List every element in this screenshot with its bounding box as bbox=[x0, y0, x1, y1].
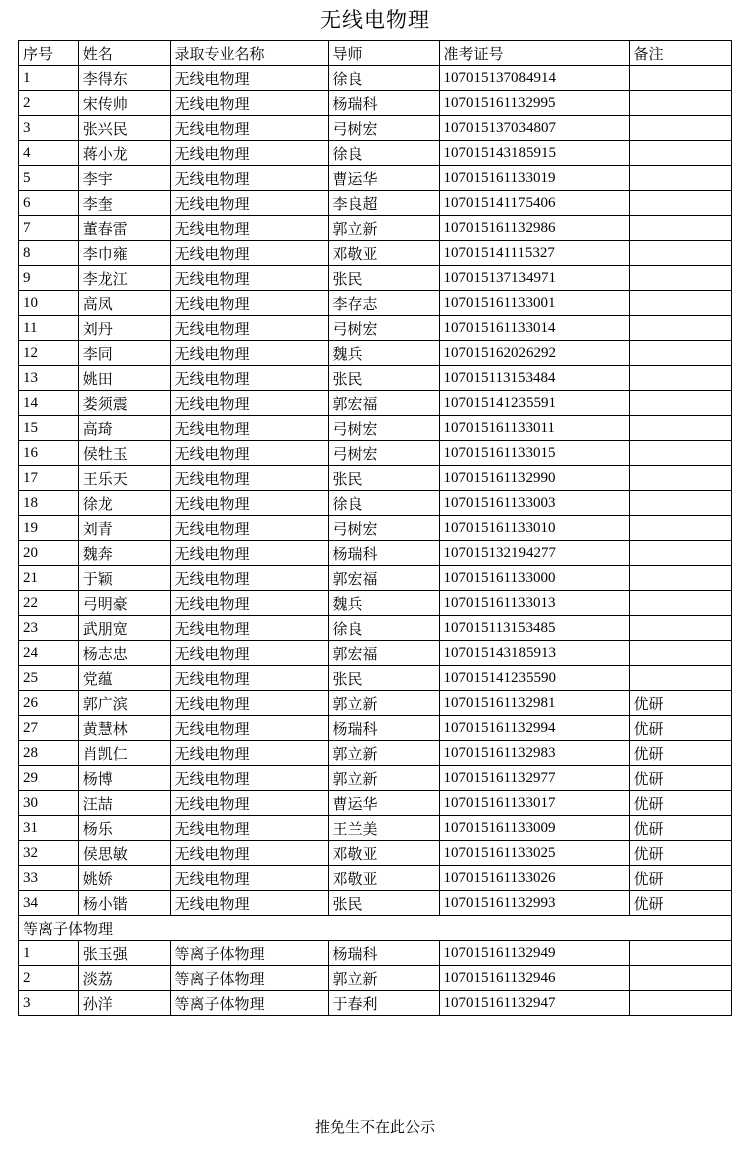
table-row bbox=[19, 466, 732, 491]
section-header-row bbox=[19, 916, 732, 941]
cell-advisor: 郭立新 bbox=[328, 216, 439, 241]
admission-table-container bbox=[0, 40, 750, 1016]
cell-ticket: 107015161132993 bbox=[439, 891, 629, 916]
cell-note bbox=[629, 391, 732, 416]
cell-no: 17 bbox=[19, 466, 79, 491]
table-row bbox=[19, 341, 732, 366]
cell-ticket: 107015161133019 bbox=[439, 166, 629, 191]
cell-ticket: 107015143185915 bbox=[439, 141, 629, 166]
cell-name: 侯牡玉 bbox=[78, 441, 170, 466]
cell-advisor: 邓敬亚 bbox=[328, 866, 439, 891]
cell-name: 党蕴 bbox=[78, 666, 170, 691]
cell-ticket: 107015161132946 bbox=[439, 966, 629, 991]
cell-name: 姚娇 bbox=[78, 866, 170, 891]
cell-name: 黄慧林 bbox=[78, 716, 170, 741]
table-row bbox=[19, 716, 732, 741]
cell-note bbox=[629, 441, 732, 466]
cell-ticket: 107015162026292 bbox=[439, 341, 629, 366]
cell-name: 肖凯仁 bbox=[78, 741, 170, 766]
cell-advisor: 李良超 bbox=[328, 191, 439, 216]
cell-no: 28 bbox=[19, 741, 79, 766]
cell-major: 无线电物理 bbox=[170, 591, 328, 616]
cell-ticket: 107015141175406 bbox=[439, 191, 629, 216]
cell-advisor: 杨瑞科 bbox=[328, 541, 439, 566]
cell-ticket: 107015161132949 bbox=[439, 941, 629, 966]
cell-note bbox=[629, 466, 732, 491]
cell-ticket: 107015113153485 bbox=[439, 616, 629, 641]
cell-major: 无线电物理 bbox=[170, 441, 328, 466]
cell-no: 33 bbox=[19, 866, 79, 891]
cell-advisor: 于春利 bbox=[328, 991, 439, 1016]
cell-note bbox=[629, 616, 732, 641]
cell-note bbox=[629, 291, 732, 316]
cell-advisor: 王兰美 bbox=[328, 816, 439, 841]
table-row bbox=[19, 416, 732, 441]
cell-name: 李宇 bbox=[78, 166, 170, 191]
cell-major: 无线电物理 bbox=[170, 866, 328, 891]
cell-advisor: 杨瑞科 bbox=[328, 941, 439, 966]
admission-table bbox=[18, 40, 732, 1016]
cell-name: 高琦 bbox=[78, 416, 170, 441]
cell-no: 22 bbox=[19, 591, 79, 616]
cell-advisor: 曹运华 bbox=[328, 166, 439, 191]
cell-ticket: 107015132194277 bbox=[439, 541, 629, 566]
cell-note bbox=[629, 416, 732, 441]
cell-ticket: 107015161133010 bbox=[439, 516, 629, 541]
cell-no: 30 bbox=[19, 791, 79, 816]
cell-no: 32 bbox=[19, 841, 79, 866]
cell-name: 娄须震 bbox=[78, 391, 170, 416]
cell-ticket: 107015161133015 bbox=[439, 441, 629, 466]
cell-advisor: 弓树宏 bbox=[328, 441, 439, 466]
column-header-advisor: 导师 bbox=[328, 41, 439, 66]
cell-major: 无线电物理 bbox=[170, 766, 328, 791]
cell-note bbox=[629, 66, 732, 91]
table-row bbox=[19, 166, 732, 191]
table-row bbox=[19, 841, 732, 866]
cell-ticket: 107015161133014 bbox=[439, 316, 629, 341]
cell-name: 刘丹 bbox=[78, 316, 170, 341]
cell-note bbox=[629, 141, 732, 166]
cell-no: 18 bbox=[19, 491, 79, 516]
cell-advisor: 杨瑞科 bbox=[328, 716, 439, 741]
table-row bbox=[19, 966, 732, 991]
cell-ticket: 107015137034807 bbox=[439, 116, 629, 141]
table-row bbox=[19, 766, 732, 791]
table-row bbox=[19, 566, 732, 591]
cell-major: 无线电物理 bbox=[170, 141, 328, 166]
cell-note bbox=[629, 666, 732, 691]
cell-ticket: 107015161132981 bbox=[439, 691, 629, 716]
cell-name: 姚田 bbox=[78, 366, 170, 391]
cell-note bbox=[629, 991, 732, 1016]
cell-ticket: 107015141235591 bbox=[439, 391, 629, 416]
table-row bbox=[19, 516, 732, 541]
cell-advisor: 郭立新 bbox=[328, 766, 439, 791]
cell-note bbox=[629, 516, 732, 541]
cell-note: 优研 bbox=[629, 741, 732, 766]
cell-note: 优研 bbox=[629, 816, 732, 841]
column-header-name: 姓名 bbox=[78, 41, 170, 66]
cell-name: 汪喆 bbox=[78, 791, 170, 816]
table-row bbox=[19, 291, 732, 316]
cell-advisor: 郭宏福 bbox=[328, 566, 439, 591]
cell-note: 优研 bbox=[629, 891, 732, 916]
cell-major: 无线电物理 bbox=[170, 366, 328, 391]
table-row bbox=[19, 91, 732, 116]
table-row bbox=[19, 391, 732, 416]
cell-note bbox=[629, 641, 732, 666]
cell-ticket: 107015161133011 bbox=[439, 416, 629, 441]
cell-major: 无线电物理 bbox=[170, 816, 328, 841]
cell-name: 杨博 bbox=[78, 766, 170, 791]
cell-no: 6 bbox=[19, 191, 79, 216]
cell-no: 21 bbox=[19, 566, 79, 591]
table-row bbox=[19, 741, 732, 766]
cell-no: 10 bbox=[19, 291, 79, 316]
cell-advisor: 张民 bbox=[328, 266, 439, 291]
cell-name: 李龙江 bbox=[78, 266, 170, 291]
cell-name: 侯思敏 bbox=[78, 841, 170, 866]
cell-name: 淡荔 bbox=[78, 966, 170, 991]
cell-ticket: 107015141235590 bbox=[439, 666, 629, 691]
cell-note bbox=[629, 316, 732, 341]
cell-ticket: 107015161132990 bbox=[439, 466, 629, 491]
cell-major: 无线电物理 bbox=[170, 666, 328, 691]
cell-advisor: 徐良 bbox=[328, 491, 439, 516]
cell-no: 27 bbox=[19, 716, 79, 741]
cell-advisor: 郭立新 bbox=[328, 741, 439, 766]
cell-name: 徐龙 bbox=[78, 491, 170, 516]
table-row bbox=[19, 66, 732, 91]
section-label: 等离子体物理 bbox=[19, 916, 732, 941]
cell-advisor: 郭宏福 bbox=[328, 641, 439, 666]
cell-name: 杨志忠 bbox=[78, 641, 170, 666]
cell-note: 优研 bbox=[629, 691, 732, 716]
cell-advisor: 魏兵 bbox=[328, 341, 439, 366]
cell-note bbox=[629, 191, 732, 216]
cell-major: 无线电物理 bbox=[170, 241, 328, 266]
cell-no: 16 bbox=[19, 441, 79, 466]
cell-name: 蒋小龙 bbox=[78, 141, 170, 166]
table-row bbox=[19, 591, 732, 616]
cell-advisor: 徐良 bbox=[328, 141, 439, 166]
cell-ticket: 107015161133025 bbox=[439, 841, 629, 866]
cell-note bbox=[629, 166, 732, 191]
cell-no: 19 bbox=[19, 516, 79, 541]
cell-no: 14 bbox=[19, 391, 79, 416]
cell-ticket: 107015161132995 bbox=[439, 91, 629, 116]
cell-note bbox=[629, 541, 732, 566]
cell-advisor: 弓树宏 bbox=[328, 316, 439, 341]
table-row bbox=[19, 216, 732, 241]
table-row bbox=[19, 691, 732, 716]
cell-advisor: 杨瑞科 bbox=[328, 91, 439, 116]
table-row bbox=[19, 941, 732, 966]
cell-major: 无线电物理 bbox=[170, 291, 328, 316]
cell-major: 无线电物理 bbox=[170, 91, 328, 116]
cell-advisor: 李存志 bbox=[328, 291, 439, 316]
cell-major: 无线电物理 bbox=[170, 216, 328, 241]
table-header bbox=[19, 41, 732, 66]
cell-advisor: 张民 bbox=[328, 466, 439, 491]
page-title: 无线电物理 bbox=[320, 8, 430, 32]
cell-no: 7 bbox=[19, 216, 79, 241]
cell-major: 无线电物理 bbox=[170, 166, 328, 191]
cell-note bbox=[629, 566, 732, 591]
cell-no: 2 bbox=[19, 966, 79, 991]
cell-ticket: 107015161132977 bbox=[439, 766, 629, 791]
cell-ticket: 107015161132983 bbox=[439, 741, 629, 766]
cell-advisor: 弓树宏 bbox=[328, 516, 439, 541]
cell-name: 张兴民 bbox=[78, 116, 170, 141]
cell-no: 3 bbox=[19, 991, 79, 1016]
cell-ticket: 107015161133009 bbox=[439, 816, 629, 841]
cell-advisor: 张民 bbox=[328, 366, 439, 391]
cell-note bbox=[629, 266, 732, 291]
cell-note bbox=[629, 91, 732, 116]
cell-name: 于颖 bbox=[78, 566, 170, 591]
cell-advisor: 弓树宏 bbox=[328, 416, 439, 441]
cell-no: 8 bbox=[19, 241, 79, 266]
cell-advisor: 徐良 bbox=[328, 66, 439, 91]
column-header-major: 录取专业名称 bbox=[170, 41, 328, 66]
cell-advisor: 曹运华 bbox=[328, 791, 439, 816]
cell-major: 无线电物理 bbox=[170, 466, 328, 491]
cell-note bbox=[629, 491, 732, 516]
cell-major: 无线电物理 bbox=[170, 891, 328, 916]
cell-major: 无线电物理 bbox=[170, 266, 328, 291]
cell-note bbox=[629, 116, 732, 141]
table-body bbox=[19, 66, 732, 1016]
cell-no: 23 bbox=[19, 616, 79, 641]
cell-major: 无线电物理 bbox=[170, 716, 328, 741]
column-header-note: 备注 bbox=[629, 41, 732, 66]
cell-ticket: 107015161133026 bbox=[439, 866, 629, 891]
cell-major: 无线电物理 bbox=[170, 316, 328, 341]
cell-ticket: 107015161132994 bbox=[439, 716, 629, 741]
cell-advisor: 弓树宏 bbox=[328, 116, 439, 141]
cell-major: 无线电物理 bbox=[170, 66, 328, 91]
cell-ticket: 107015143185913 bbox=[439, 641, 629, 666]
cell-advisor: 邓敬亚 bbox=[328, 841, 439, 866]
cell-major: 无线电物理 bbox=[170, 416, 328, 441]
cell-major: 无线电物理 bbox=[170, 616, 328, 641]
cell-note: 优研 bbox=[629, 766, 732, 791]
table-row bbox=[19, 891, 732, 916]
cell-no: 1 bbox=[19, 66, 79, 91]
cell-ticket: 107015161132986 bbox=[439, 216, 629, 241]
cell-major: 等离子体物理 bbox=[170, 991, 328, 1016]
cell-major: 无线电物理 bbox=[170, 341, 328, 366]
cell-ticket: 107015141115327 bbox=[439, 241, 629, 266]
cell-name: 张玉强 bbox=[78, 941, 170, 966]
cell-ticket: 107015113153484 bbox=[439, 366, 629, 391]
cell-ticket: 107015161133001 bbox=[439, 291, 629, 316]
cell-advisor: 郭立新 bbox=[328, 691, 439, 716]
cell-note bbox=[629, 966, 732, 991]
cell-name: 弓明豪 bbox=[78, 591, 170, 616]
cell-major: 无线电物理 bbox=[170, 841, 328, 866]
cell-note bbox=[629, 241, 732, 266]
cell-no: 3 bbox=[19, 116, 79, 141]
table-row bbox=[19, 616, 732, 641]
cell-ticket: 107015161133017 bbox=[439, 791, 629, 816]
cell-ticket: 107015161133003 bbox=[439, 491, 629, 516]
cell-no: 5 bbox=[19, 166, 79, 191]
table-row bbox=[19, 116, 732, 141]
cell-name: 刘青 bbox=[78, 516, 170, 541]
cell-no: 15 bbox=[19, 416, 79, 441]
cell-note bbox=[629, 216, 732, 241]
cell-major: 无线电物理 bbox=[170, 116, 328, 141]
cell-no: 4 bbox=[19, 141, 79, 166]
table-row bbox=[19, 666, 732, 691]
table-row bbox=[19, 241, 732, 266]
cell-note bbox=[629, 366, 732, 391]
cell-major: 无线电物理 bbox=[170, 541, 328, 566]
cell-advisor: 张民 bbox=[328, 891, 439, 916]
table-row bbox=[19, 266, 732, 291]
footer-note: 推免生不在此公示 bbox=[314, 1120, 435, 1136]
cell-advisor: 魏兵 bbox=[328, 591, 439, 616]
cell-ticket: 107015137084914 bbox=[439, 66, 629, 91]
table-row bbox=[19, 791, 732, 816]
cell-no: 12 bbox=[19, 341, 79, 366]
table-row bbox=[19, 491, 732, 516]
cell-name: 郭广滨 bbox=[78, 691, 170, 716]
cell-note bbox=[629, 341, 732, 366]
table-row bbox=[19, 641, 732, 666]
cell-note: 优研 bbox=[629, 716, 732, 741]
cell-no: 1 bbox=[19, 941, 79, 966]
cell-advisor: 郭立新 bbox=[328, 966, 439, 991]
cell-advisor: 邓敬亚 bbox=[328, 241, 439, 266]
cell-note bbox=[629, 941, 732, 966]
cell-ticket: 107015137134971 bbox=[439, 266, 629, 291]
table-row bbox=[19, 991, 732, 1016]
cell-name: 王乐天 bbox=[78, 466, 170, 491]
table-row bbox=[19, 541, 732, 566]
cell-name: 李奎 bbox=[78, 191, 170, 216]
cell-name: 杨乐 bbox=[78, 816, 170, 841]
cell-major: 无线电物理 bbox=[170, 391, 328, 416]
cell-no: 2 bbox=[19, 91, 79, 116]
table-header-row bbox=[19, 41, 732, 66]
cell-advisor: 张民 bbox=[328, 666, 439, 691]
cell-name: 孙洋 bbox=[78, 991, 170, 1016]
cell-name: 高凤 bbox=[78, 291, 170, 316]
cell-major: 无线电物理 bbox=[170, 691, 328, 716]
column-header-ticket: 准考证号 bbox=[439, 41, 629, 66]
cell-note bbox=[629, 591, 732, 616]
cell-major: 等离子体物理 bbox=[170, 941, 328, 966]
cell-advisor: 郭宏福 bbox=[328, 391, 439, 416]
cell-no: 25 bbox=[19, 666, 79, 691]
cell-ticket: 107015161133000 bbox=[439, 566, 629, 591]
table-row bbox=[19, 441, 732, 466]
cell-no: 20 bbox=[19, 541, 79, 566]
cell-advisor: 徐良 bbox=[328, 616, 439, 641]
cell-major: 无线电物理 bbox=[170, 566, 328, 591]
cell-name: 杨小锴 bbox=[78, 891, 170, 916]
cell-major: 无线电物理 bbox=[170, 791, 328, 816]
cell-major: 无线电物理 bbox=[170, 516, 328, 541]
cell-no: 24 bbox=[19, 641, 79, 666]
cell-major: 等离子体物理 bbox=[170, 966, 328, 991]
cell-note: 优研 bbox=[629, 791, 732, 816]
cell-no: 11 bbox=[19, 316, 79, 341]
cell-name: 李同 bbox=[78, 341, 170, 366]
cell-no: 31 bbox=[19, 816, 79, 841]
cell-name: 武朋宽 bbox=[78, 616, 170, 641]
cell-ticket: 107015161133013 bbox=[439, 591, 629, 616]
cell-name: 魏奔 bbox=[78, 541, 170, 566]
cell-major: 无线电物理 bbox=[170, 741, 328, 766]
cell-name: 李得东 bbox=[78, 66, 170, 91]
cell-major: 无线电物理 bbox=[170, 641, 328, 666]
cell-no: 9 bbox=[19, 266, 79, 291]
cell-note: 优研 bbox=[629, 866, 732, 891]
cell-no: 26 bbox=[19, 691, 79, 716]
cell-major: 无线电物理 bbox=[170, 491, 328, 516]
cell-name: 李巾雍 bbox=[78, 241, 170, 266]
cell-ticket: 107015161132947 bbox=[439, 991, 629, 1016]
cell-note: 优研 bbox=[629, 841, 732, 866]
table-row bbox=[19, 191, 732, 216]
table-row bbox=[19, 141, 732, 166]
table-row bbox=[19, 316, 732, 341]
table-row bbox=[19, 866, 732, 891]
cell-name: 宋传帅 bbox=[78, 91, 170, 116]
cell-no: 29 bbox=[19, 766, 79, 791]
table-row bbox=[19, 366, 732, 391]
cell-major: 无线电物理 bbox=[170, 191, 328, 216]
table-row bbox=[19, 816, 732, 841]
cell-name: 董春雷 bbox=[78, 216, 170, 241]
column-header-no: 序号 bbox=[19, 41, 79, 66]
cell-no: 34 bbox=[19, 891, 79, 916]
cell-no: 13 bbox=[19, 366, 79, 391]
